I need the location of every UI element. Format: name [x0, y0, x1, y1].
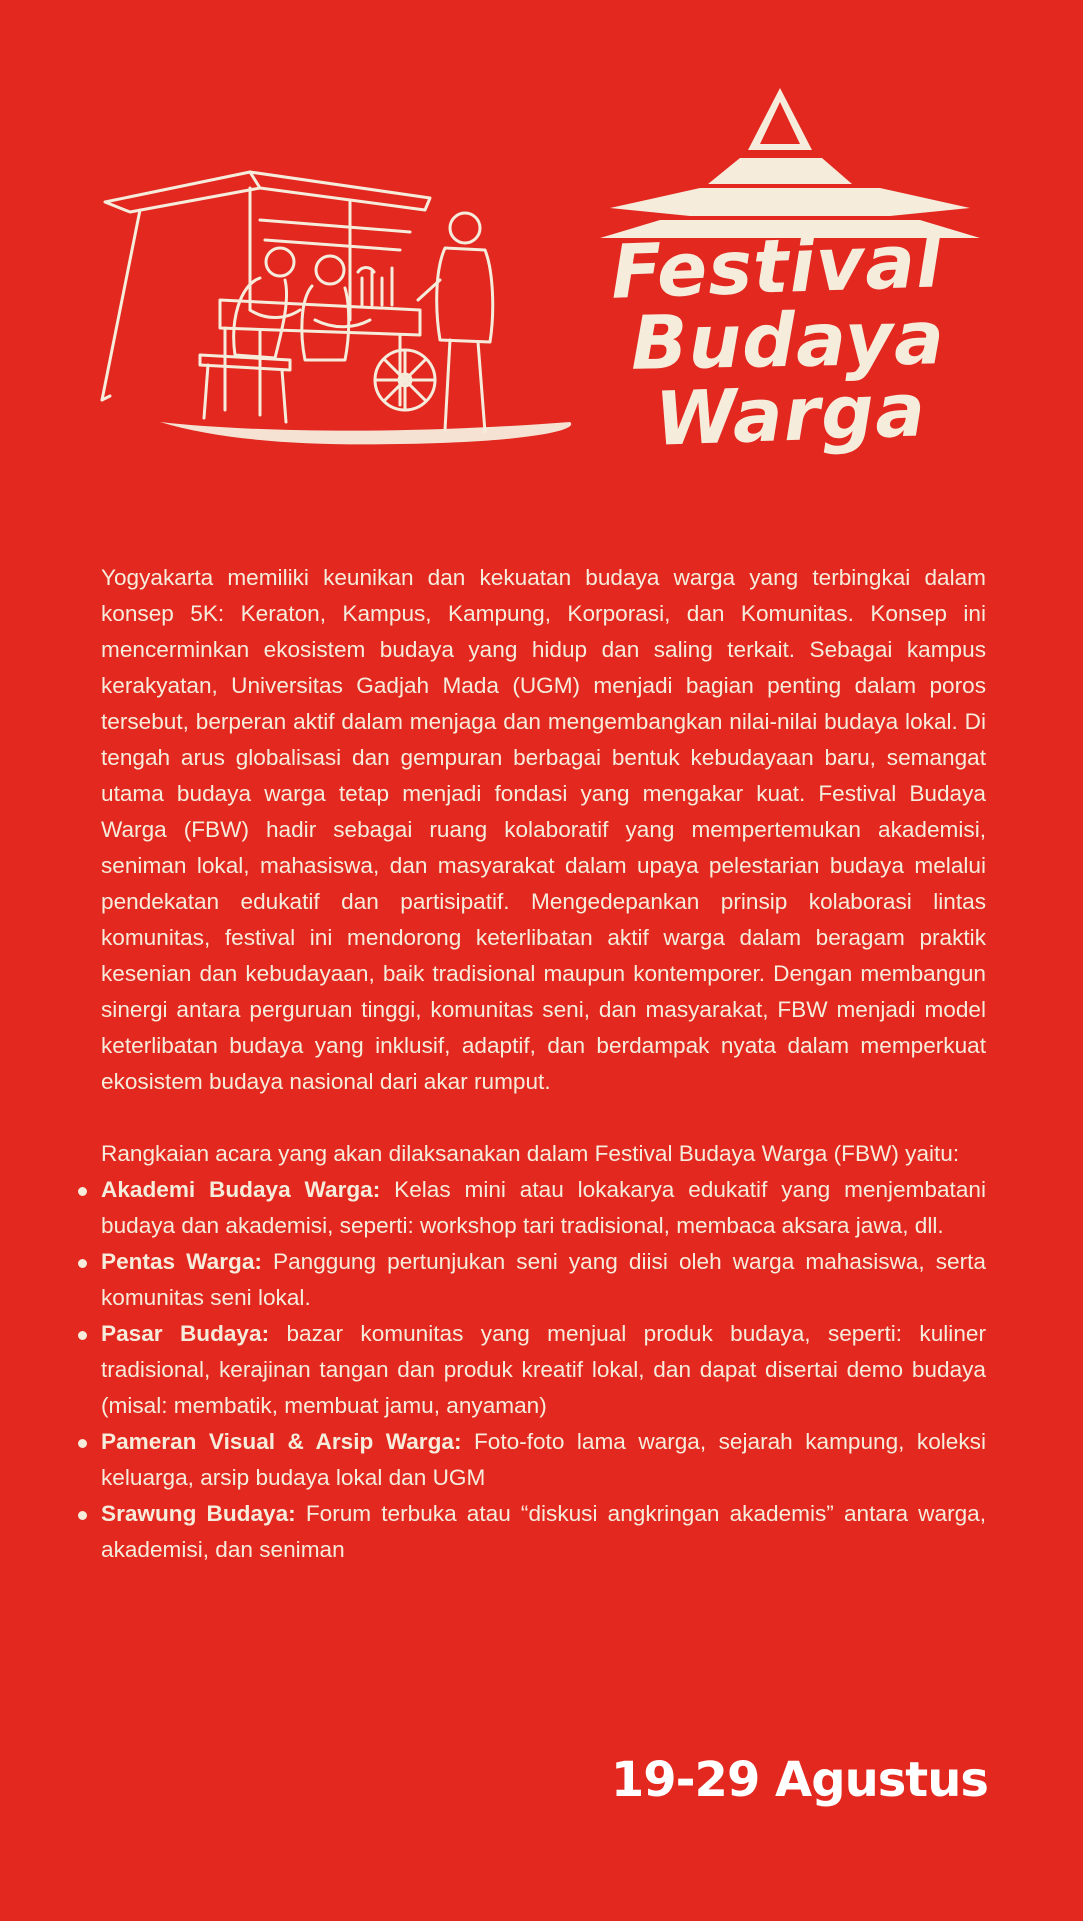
event-item [101, 1424, 986, 1496]
bullet-dot-icon [78, 1331, 87, 1340]
event-item [101, 1496, 986, 1568]
event-description: Panggung pertunjukan seni yang diisi oleh warga mahasiswa, serta komunitas seni lokal. [101, 1249, 986, 1310]
logo-line-budaya: Budaya [630, 295, 946, 387]
bullet-dot-icon [78, 1187, 87, 1196]
event-description: Forum terbuka atau “diskusi angkringan akademis” antara warga, akademisi, dan seniman [101, 1501, 987, 1562]
event-name: Pasar Budaya: [101, 1321, 270, 1346]
event-description: Kelas mini atau lokakarya edukatif yang menjembatani budaya dan akademisi, seperti: workshop tari tradisional, membaca aksara jawa, dll. [101, 1177, 986, 1238]
description-paragraph: Yogyakarta memiliki keunikan dan kekuatan budaya warga yang terbingkai dalam konsep 5K: Keraton, Kampus, Kampung, Korporasi, dan Komunitas. Konsep ini mencerminkan ekosistem budaya yang hidup dan saling terkait. Sebagai kampus kerakyatan, Universitas Gadjah Mada (UGM) menjadi bagian penting dalam poros tersebut, berperan aktif dalam menjaga dan mengembangkan nilai-nilai budaya lokal. Di tengah arus globalisasi dan gempuran berbagai bentuk kebudayaan baru, semangat utama budaya warga tetap menjadi fondasi yang mengakar kuat. Festival Budaya Warga (FBW) hadir sebagai ruang kolaboratif yang mempertemukan akademisi, seniman lokal, mahasiswa, dan masyarakat dalam upaya pelestarian budaya melalui pendekatan edukatif dan partisipatif. Mengedepankan prinsip kolaborasi lintas komunitas, festival ini mendorong keterlibatan aktif warga dalam beragam praktik kesenian dan kebudayaan, baik tradisional maupun kontemporer. Dengan membangun sinergi antara perguruan tinggi, komunitas seni, dan masyarakat, FBW menjadi model keterlibatan budaya yang inklusif, adaptif, dan berdampak nyata dalam memperkuat ekosistem budaya nasional dari akar rumput. [101, 565, 986, 1094]
event-description: Foto-foto lama warga, sejarah kampung, koleksi keluarga, arsip budaya lokal dan UGM [101, 1429, 986, 1490]
body-text [101, 560, 986, 1568]
event-description: bazar komunitas yang menjual produk budaya, seperti: kuliner tradisional, kerajinan tangan dan produk kreatif lokal, dan dapat disertai demo budaya (misal: membatik, membuat jamu, anyaman) [101, 1321, 986, 1418]
event-name: Pameran Visual & Arsip Warga: [101, 1429, 462, 1454]
event-name: Pentas Warga: [101, 1249, 262, 1274]
event-date: 19-29 Agustus [610, 1752, 988, 1808]
event-name: Akademi Budaya Warga: [101, 1177, 381, 1202]
bullet-dot-icon [78, 1439, 87, 1448]
event-item [101, 1244, 986, 1316]
event-item [101, 1316, 986, 1424]
event-list [101, 1172, 986, 1568]
logo-line-warga: Warga [653, 367, 928, 463]
event-item [101, 1172, 986, 1244]
bullet-dot-icon [78, 1511, 87, 1520]
angkringan-illustration [100, 160, 600, 450]
event-name: Srawung Budaya: [101, 1501, 296, 1526]
logo-line-festival: Festival [609, 218, 944, 316]
festival-title-logo [605, 220, 985, 480]
bullet-dot-icon [78, 1259, 87, 1268]
event-series-intro: Rangkaian acara yang akan dilaksanakan dalam Festival Budaya Warga (FBW) yaitu: [101, 1141, 960, 1166]
